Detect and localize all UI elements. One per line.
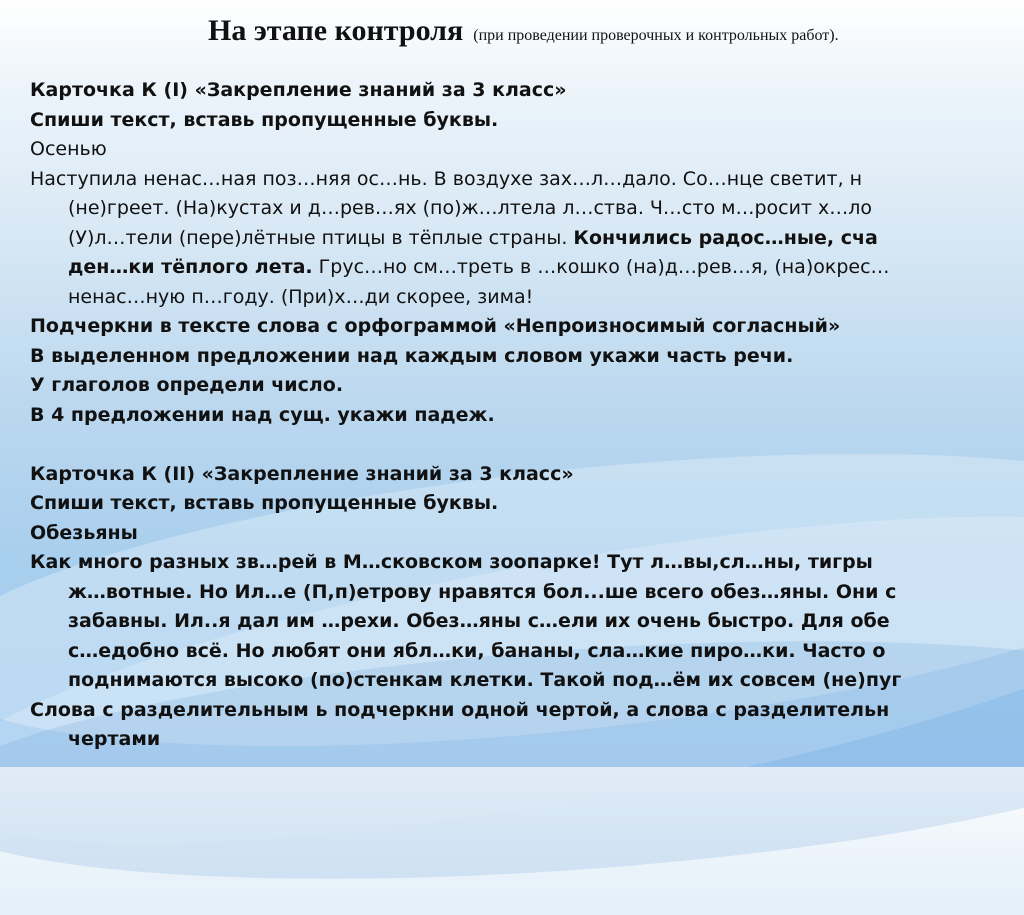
card1-text-line — [30, 224, 1024, 254]
slide-title-subtitle: (при проведении проверочных и контрольных работ). — [473, 27, 839, 44]
spacer — [30, 430, 1024, 460]
card2-heading: Карточка К (II) «Закрепление знаний за 3 класс» — [30, 462, 574, 485]
card1-question: У глаголов определи число. — [30, 374, 344, 396]
card1-heading: Карточка К (I) «Закрепление знаний за 3 класс» — [30, 79, 567, 101]
card1-question: В 4 предложении над сущ. укажи падеж. — [30, 403, 495, 426]
card2-question: Слова с разделительным ь подчеркни одной чертой, а слова с разделительн — [30, 698, 890, 721]
card2-text-line: забавны. Ил..я дал им …рехи. Обез…яны с…ели их очень быстро. Для обе — [68, 610, 890, 632]
card2-text-line: ж…вотные. Но Ил…е (П,п)етрову нравятся бол...ше всего обез…яны. Они с — [68, 580, 897, 603]
card1-question: В выделенном предложении над каждым словом укажи часть речи. — [30, 344, 794, 367]
card1-text-plain: Грус…но см…треть в …кошко (на)д…рев…я, (на)окрес… — [318, 256, 890, 278]
card2-text-line: поднимаются высоко (по)стенкам клетки. Такой под…ём их совсем (не)пуг — [68, 669, 902, 691]
card2-text-title: Обезьяны — [30, 521, 138, 544]
card2-text-line: с…едобно всё. Но любят они ябл…ки, бананы, сла…кие пиро…ки. Часто о — [68, 639, 886, 662]
card2-task: Спиши текст, вставь пропущенные буквы. — [30, 492, 499, 514]
card2-text-line: Как много разных зв…рей в М…сковском зоопарке! Тут л…вы,сл…ны, тигры — [30, 551, 873, 573]
card1-highlighted-sentence: Кончились радос…ные, сча — [573, 226, 878, 249]
card1-text-plain: (У)л…тели (пере)лётные птицы в тёплые страны. — [68, 226, 568, 249]
card2-question: чертами — [68, 728, 161, 750]
card1-question: Подчеркни в тексте слова с орфограммой «Непроизносимый согласный» — [30, 315, 841, 337]
card1-text-line: (не)греет. (На)кустах и д…рев…ях (по)ж…лтела л…ства. Ч…сто м…росит х…ло — [68, 197, 873, 219]
card1-highlighted-sentence: ден…ки тёплого лета. — [68, 256, 313, 278]
card1-text-line: Наступила ненас…ная поз…няя ос…нь. В воздухе зах…л…дало. Со…нце светит, н — [30, 167, 863, 190]
slide-title — [208, 14, 839, 48]
slide-content — [30, 76, 1024, 755]
card1-text-line: ненас…ную п…году. (При)х…ди скорее, зима! — [68, 285, 534, 308]
card1-task: Спиши текст, вставь пропущенные буквы. — [30, 108, 499, 131]
card1-text-line — [30, 253, 1024, 283]
card1-text-title: Осенью — [30, 138, 107, 160]
slide-title-main: На этапе контроля — [208, 14, 464, 47]
